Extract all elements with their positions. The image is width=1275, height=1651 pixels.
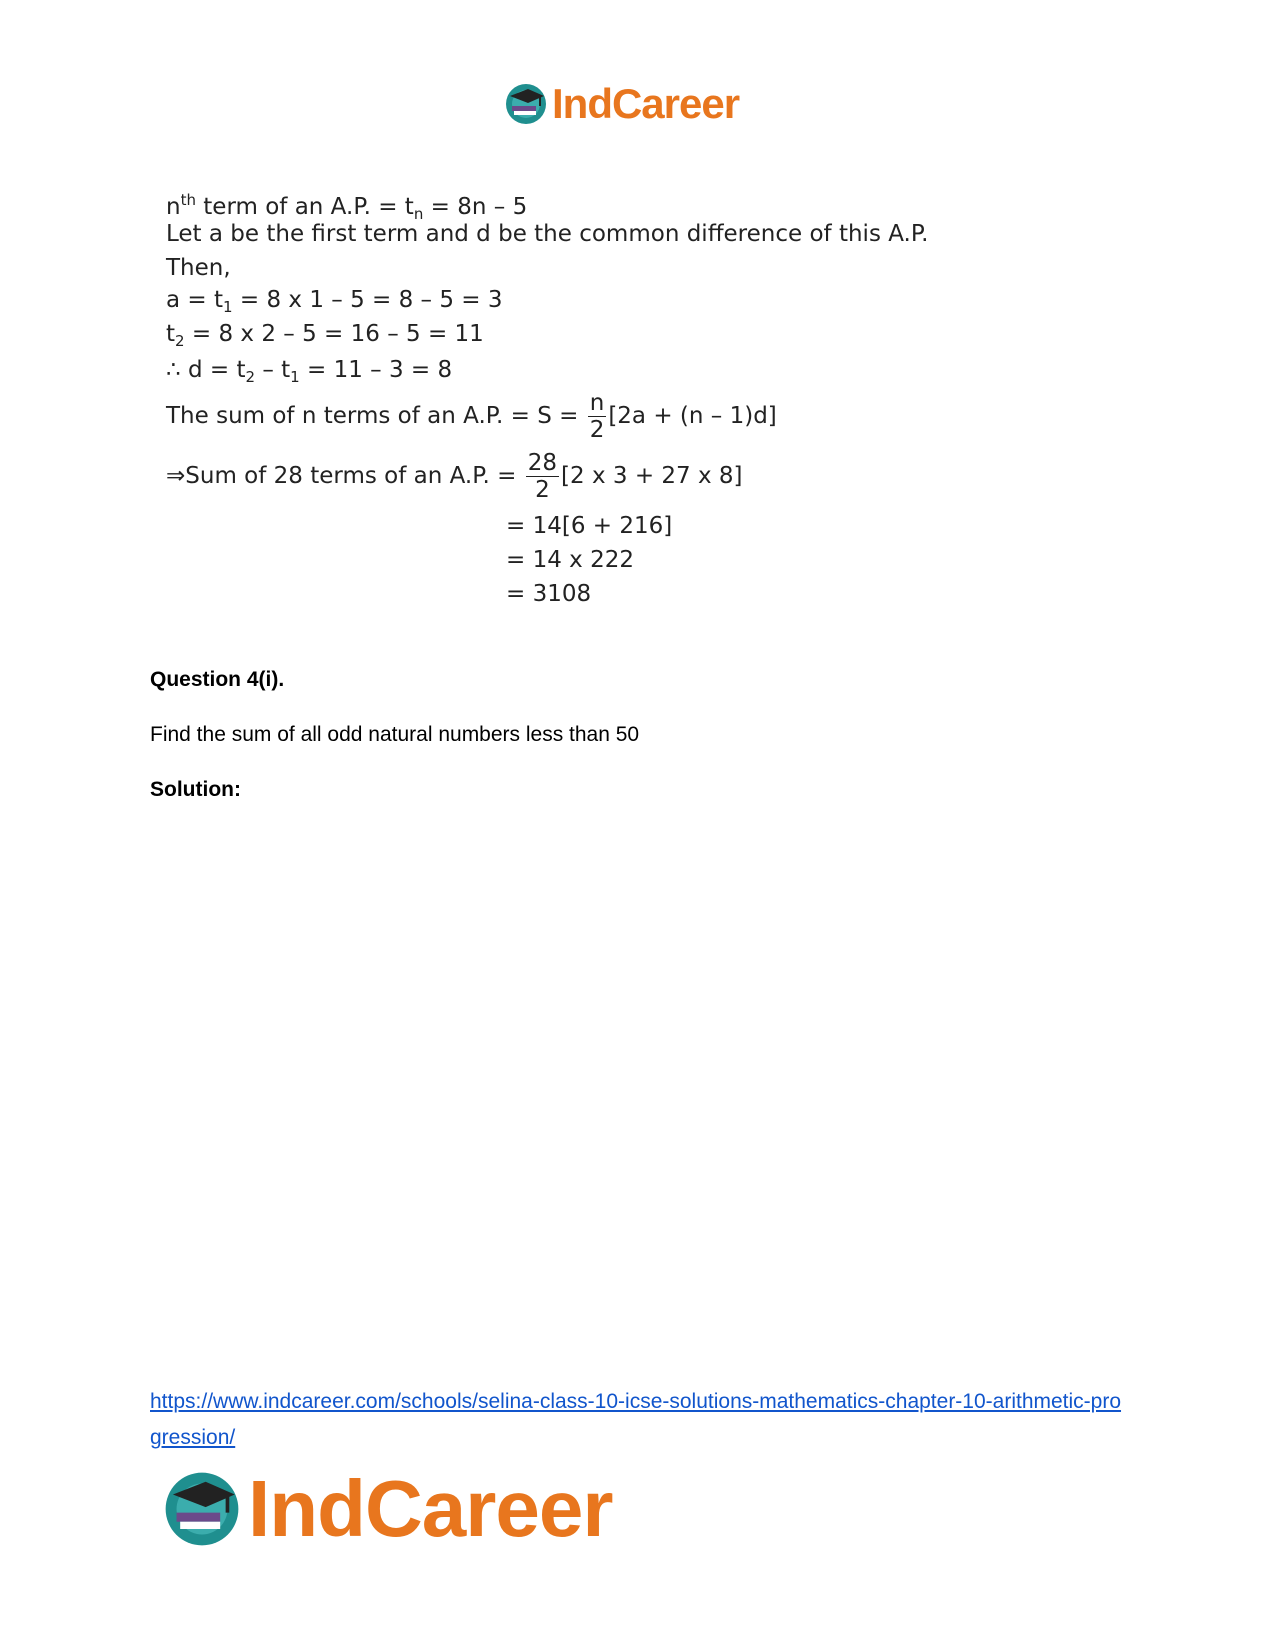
math-line-nth-term: $n^{th}$ term of an A.P. = $t_n = 8n - 5$ xyxy=(166,191,528,223)
footer-logo xyxy=(162,1466,612,1552)
question-text: Find the sum of all odd natural numbers less than 50 xyxy=(150,723,640,746)
logo-wordmark: IndCareer xyxy=(248,1464,613,1553)
math-line-result: = 3108 xyxy=(506,581,592,607)
math-line-common-difference: ∴ $d = t_2 - t_1 = 11 - 3 = 8$ xyxy=(166,357,453,386)
graduation-cap-icon xyxy=(504,82,548,126)
math-line-first-term: $a = t_1 = 8$ x 1 – 5 = 8 – 5 = 3 xyxy=(166,287,503,316)
solution-label: Solution: xyxy=(150,778,241,801)
math-line-then: Then, xyxy=(166,255,231,281)
question-title: Question 4(i). xyxy=(150,668,285,691)
math-line-sum-28: ⇒Sum of 28 terms of an A.P. = $\frac{28}{2}$ [2 x 3 + 27 x 8] xyxy=(166,450,743,503)
math-line-definition: Let a be the first term and d be the common difference of this A.P. xyxy=(166,221,929,247)
math-line-second-term: $t_2 = 8$ x 2 – 5 = 16 – 5 = 11 xyxy=(166,321,484,350)
header-logo xyxy=(504,78,739,130)
logo-wordmark: IndCareer xyxy=(552,80,740,127)
math-line-step2: = 14 x 222 xyxy=(506,547,634,573)
graduation-cap-icon xyxy=(162,1469,242,1549)
math-line-sum-formula: The sum of n terms of an A.P. = S = $\frac{n}{2}$ [2a + (n – 1)d] xyxy=(166,390,777,443)
math-line-step1: = 14[6 + 216] xyxy=(506,513,673,539)
source-link[interactable]: https://www.indcareer.com/schools/selina-class-10-icse-solutions-mathematics-chapter-10-arithmetic-progression/ xyxy=(150,1390,1122,1449)
